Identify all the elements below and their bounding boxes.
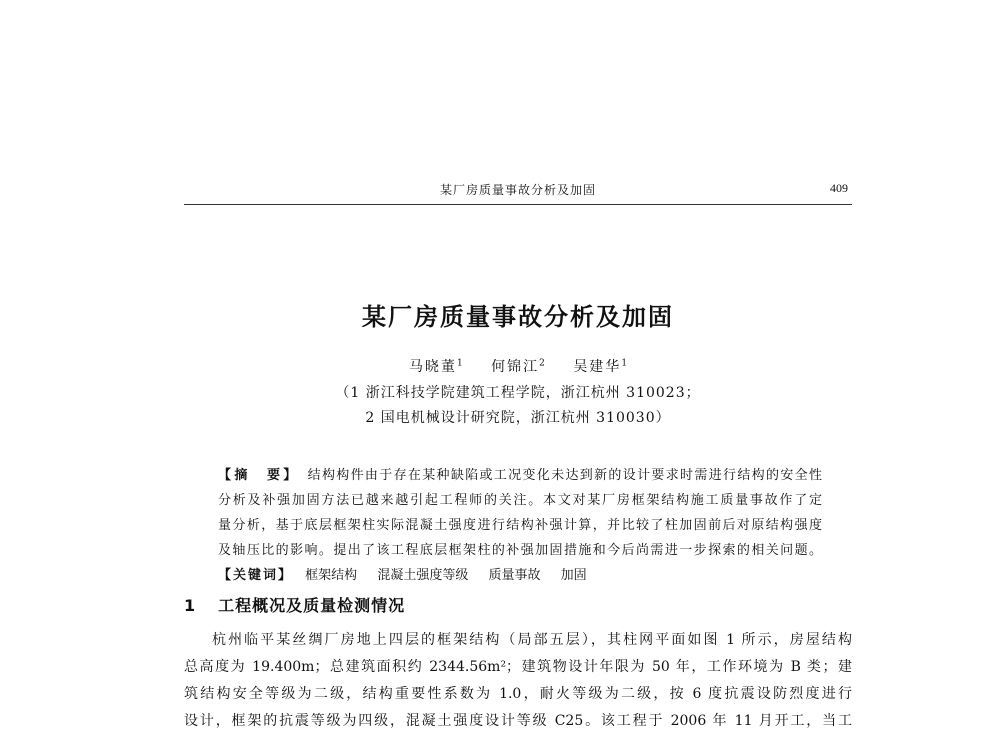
keywords-line <box>218 563 822 588</box>
section-number: 1 <box>184 596 197 615</box>
keyword: 框架结构 <box>305 568 358 583</box>
affiliation-mark: 1 <box>456 358 463 369</box>
body-line: 总高度为 19.400m；总建筑面积约 2344.56m²；建筑物设计年限为 50 年，工作环境为 B 类；建 <box>184 659 852 675</box>
affiliation-line: 2 国电机械设计研究院，浙江杭州 310030） <box>365 410 671 426</box>
abstract-line: 及轴压比的影响。提出了该工程底层框架柱的补强加固措施和今后尚需进一步探索的相关问题。 <box>218 543 822 558</box>
article-title: 某厂房质量事故分析及加固 <box>362 303 674 331</box>
keyword: 加固 <box>560 568 587 583</box>
keyword: 质量事故 <box>488 568 541 583</box>
running-title: 某厂房质量事故分析及加固 <box>439 183 596 197</box>
abstract-line <box>218 463 822 488</box>
abstract-text: 结构构件由于存在某种缺陷或工况变化未达到新的设计要求时需进行结构的安全性 <box>307 468 822 483</box>
running-header <box>184 178 852 205</box>
body-line: 筑结构安全等级为二级，结构重要性系数为 1.0，耐火等级为二级，按 6 度抗震设防烈度进行 <box>184 686 852 702</box>
body-line: 杭州临平某丝绸厂房地上四层的框架结构（局部五层），其柱网平面如图 1 所示，房屋结构 <box>212 632 852 648</box>
affiliation-mark: 2 <box>539 358 545 369</box>
affiliation-mark: 1 <box>621 358 628 369</box>
body-line: 设计，框架的抗震等级为四级，混凝土强度设计等级 C25。该工程于 2006 年 11 月开工，当工 <box>184 713 852 729</box>
keywords-label: 【关键词】 <box>218 568 294 583</box>
abstract-line: 量分析，基于底层框架柱实际混凝土强度进行结构补强计算，并比较了柱加固前后对原结构强度 <box>218 518 822 533</box>
abstract-line: 分析及补强加固方法已越来越引起工程师的关注。本文对某厂房框架结构施工质量事故作了定 <box>218 493 822 508</box>
body-paragraph <box>184 627 852 735</box>
keyword: 混凝土强度等级 <box>377 568 469 583</box>
section-title: 工程概况及质量检测情况 <box>218 596 406 615</box>
abstract <box>218 463 822 588</box>
author-list <box>184 356 852 376</box>
author <box>573 359 627 375</box>
author <box>491 359 545 375</box>
author-name: 马晓董 <box>408 359 457 375</box>
author-name: 何锦江 <box>491 359 540 375</box>
author <box>409 359 463 375</box>
section-heading <box>184 593 405 616</box>
author-name: 吴建华 <box>573 359 622 375</box>
abstract-label: 【摘 要】 <box>218 468 300 483</box>
page-number: 409 <box>830 181 848 195</box>
affiliation-line: （1 浙江科技学院建筑工程学院，浙江杭州 310023； <box>335 385 701 401</box>
